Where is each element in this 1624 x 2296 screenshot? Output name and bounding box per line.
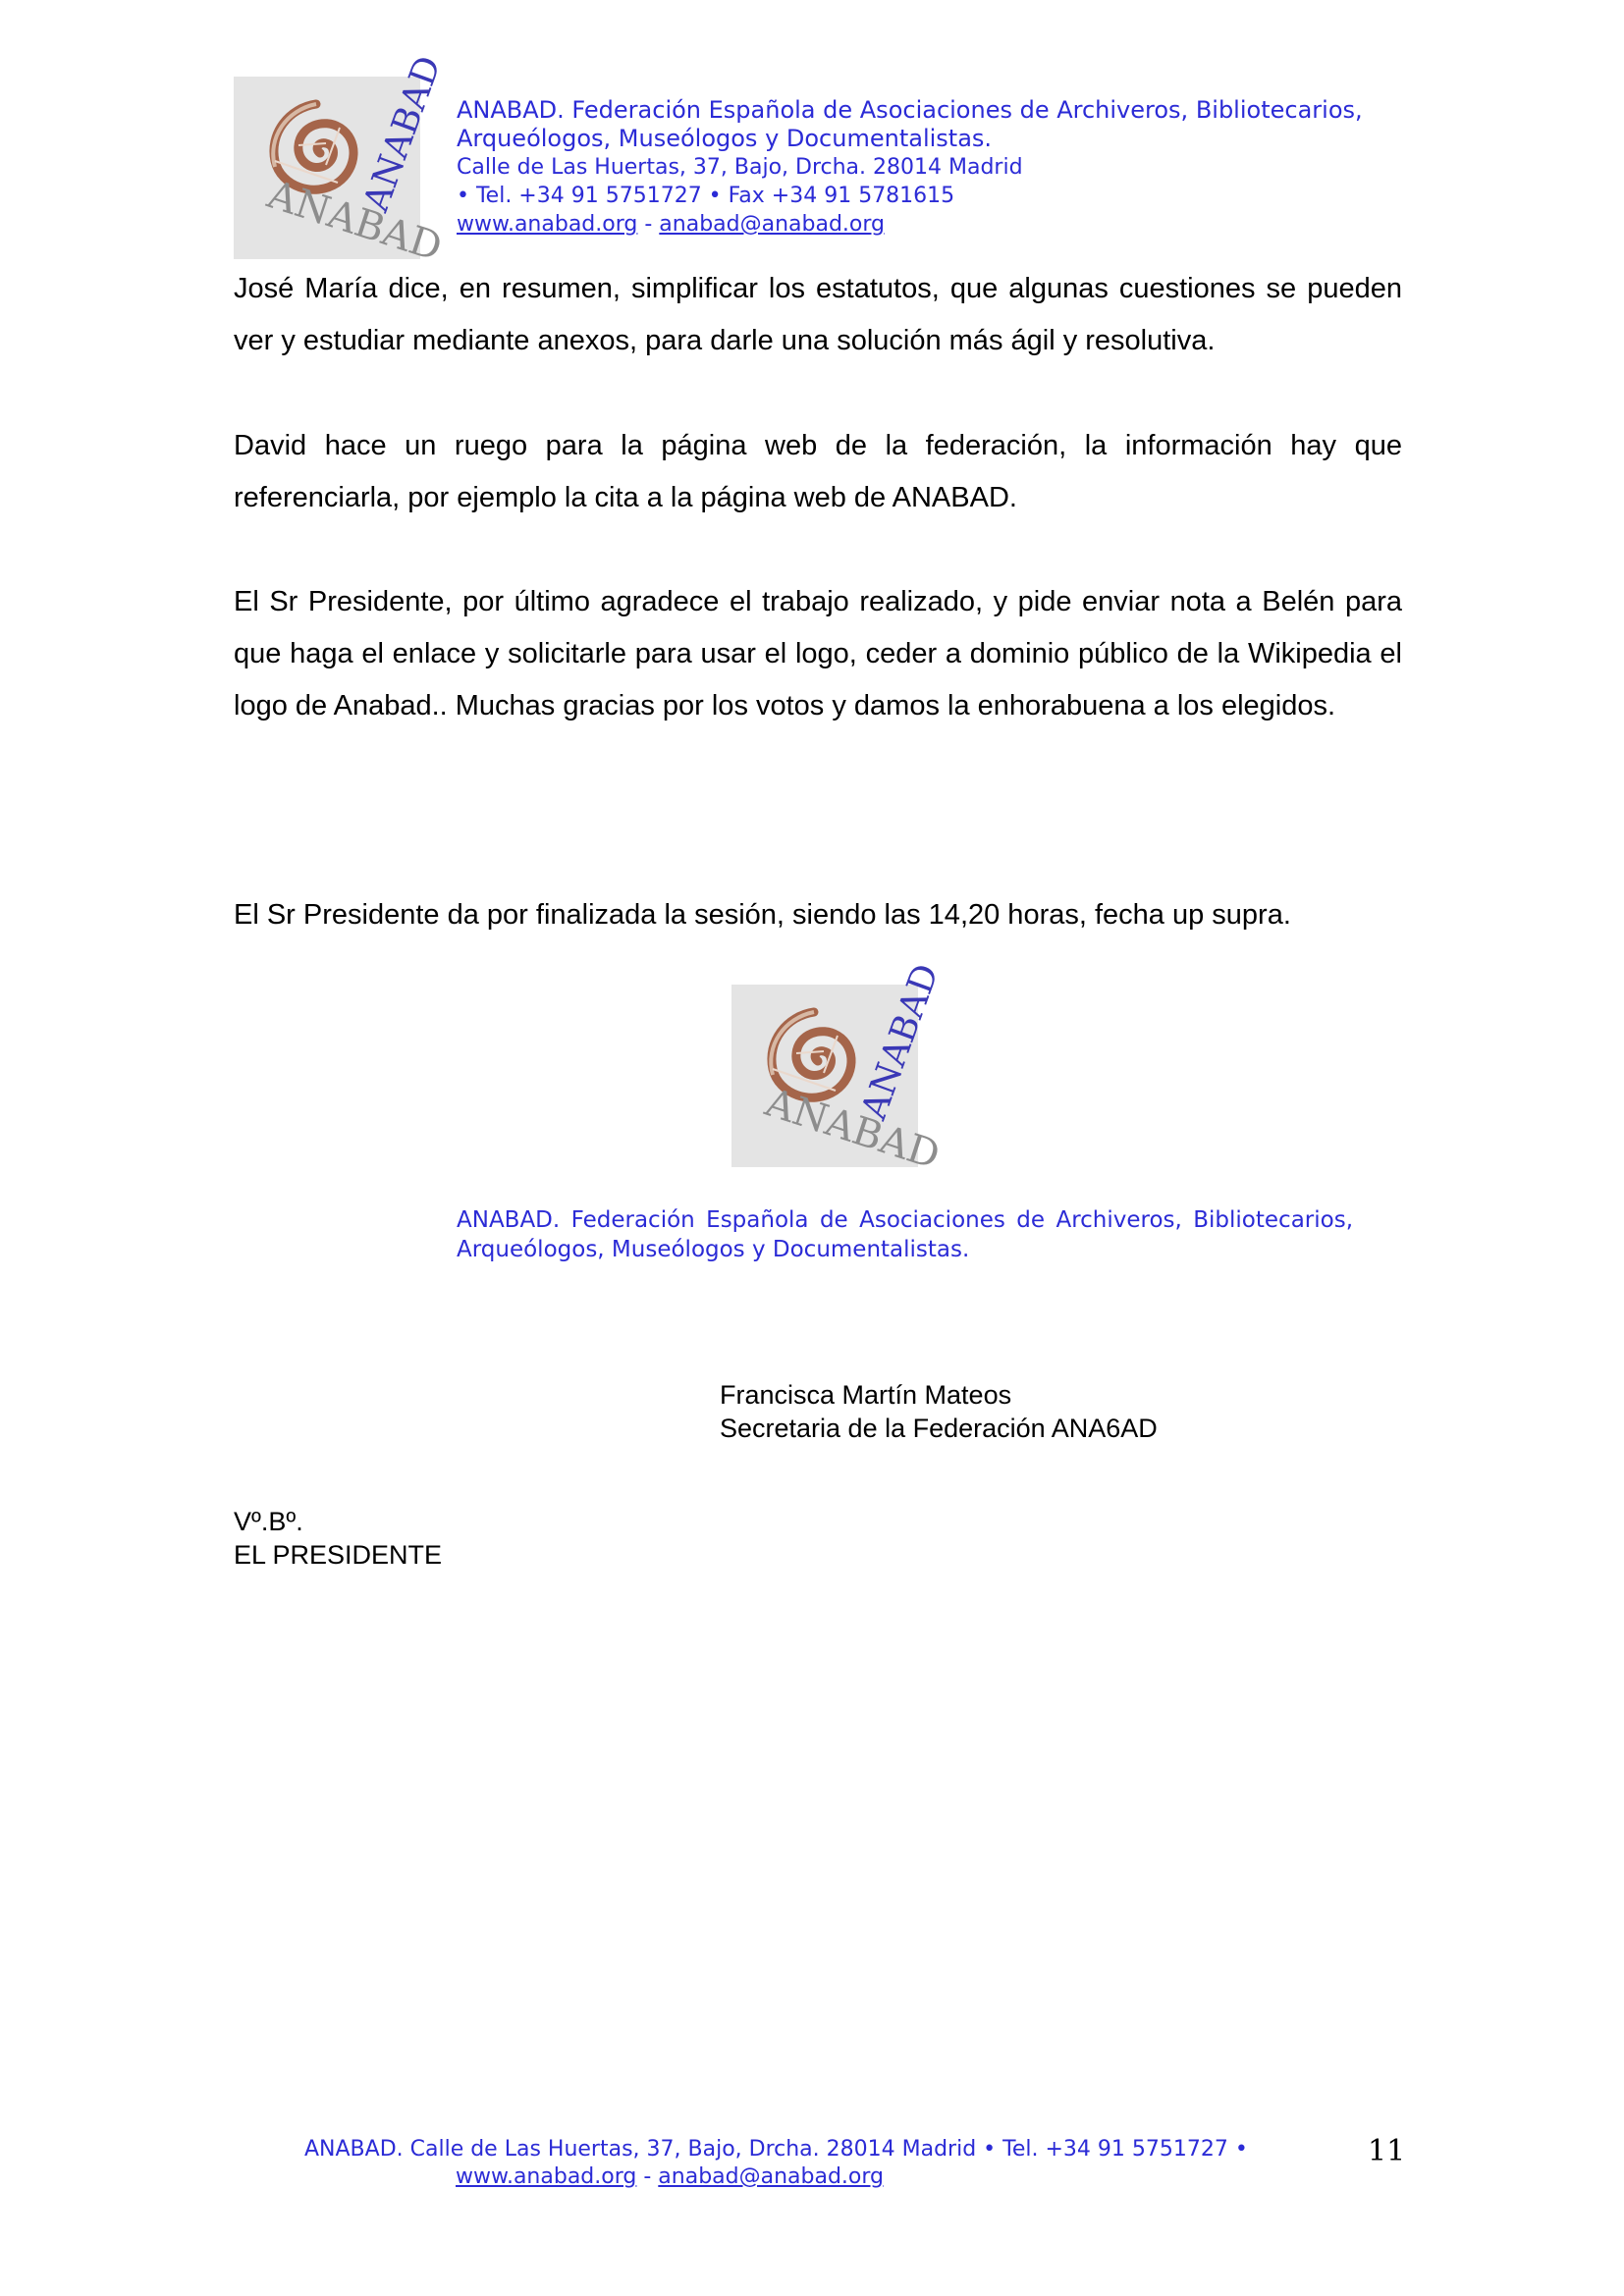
logo-text: ANABAD	[853, 958, 947, 1125]
nautilus-logo-icon	[234, 50, 450, 271]
header-org-line-2: Arqueólogos, Museólogos y Documentalistas.	[457, 125, 993, 152]
signer-name: Francisca Martín Mateos	[720, 1380, 1012, 1410]
signer-block	[720, 1378, 1158, 1445]
paragraph-closing-session: El Sr Presidente da por finalizada la sesión, siendo las 14,20 horas, fecha up supra.	[234, 899, 1291, 931]
paragraph-david: David hace un ruego para la página web de la federación, la información hay que referenciarla, por ejemplo la cita a la página web de ANABAD.	[234, 430, 1402, 513]
paragraph-jose-maria: José María dice, en resumen, simplificar los estatutos, que algunas cuestiones se pueden ver y estudiar mediante anexos, para darle una solución más ágil y resolutiva.	[234, 273, 1402, 356]
logo-text: ANABAD	[355, 50, 450, 217]
anabad-logo-signature	[731, 958, 947, 1179]
header-phone-fax: • Tel. +34 91 5751727 • Fax +34 91 5781615	[457, 184, 955, 208]
paragraph-presidente-agradece: El Sr Presidente, por último agradece el trabajo realizado, y pide enviar nota a Belén para que haga el enlace y solicitarle para usar el logo, ceder a dominio público de la Wikipedia el logo de Anabad.. Muchas gracias por los votos y damos la enhorabuena a los elegidos.	[234, 586, 1402, 721]
approval-block	[234, 1505, 442, 1572]
approval-mark: Vº.Bº.	[234, 1507, 303, 1536]
page-number: 11	[1368, 2134, 1406, 2168]
approver-title: EL PRESIDENTE	[234, 1540, 443, 1570]
header-link-separator: -	[637, 212, 660, 237]
signature-federation-name: ANABAD. Federación Española de Asociaciones de Archiveros, Bibliotecarios, Arqueólogos, Museólogos y Documentalistas.	[457, 1207, 1353, 1262]
footer-links	[304, 2163, 1306, 2191]
footer-website-link[interactable]: www.anabad.org	[456, 2164, 637, 2189]
signer-role: Secretaria de la Federación ANA6AD	[720, 1414, 1158, 1443]
logo-text-shadow: ANABAD	[760, 1080, 946, 1179]
header-website-link[interactable]: www.anabad.org	[457, 212, 638, 237]
nautilus-logo-icon	[731, 958, 947, 1179]
header-address: Calle de Las Huertas, 37, Bajo, Drcha. 28014 Madrid	[457, 155, 1023, 180]
footer-email-link[interactable]: anabad@anabad.org	[658, 2164, 885, 2189]
header-org-line-1: ANABAD. Federación Española de Asociaciones de Archiveros, Bibliotecarios,	[457, 96, 1363, 124]
footer-address-line: ANABAD. Calle de Las Huertas, 37, Bajo, Drcha. 28014 Madrid • Tel. +34 91 5751727 •	[304, 2137, 1248, 2162]
header-email-link[interactable]: anabad@anabad.org	[659, 212, 886, 237]
footer-contact	[304, 2136, 1306, 2191]
header-links	[457, 210, 1438, 239]
logo-text-shadow: ANABAD	[262, 172, 448, 271]
anabad-logo-header	[234, 50, 450, 271]
header-contact-block	[457, 96, 1438, 239]
footer-link-separator: -	[636, 2164, 659, 2189]
